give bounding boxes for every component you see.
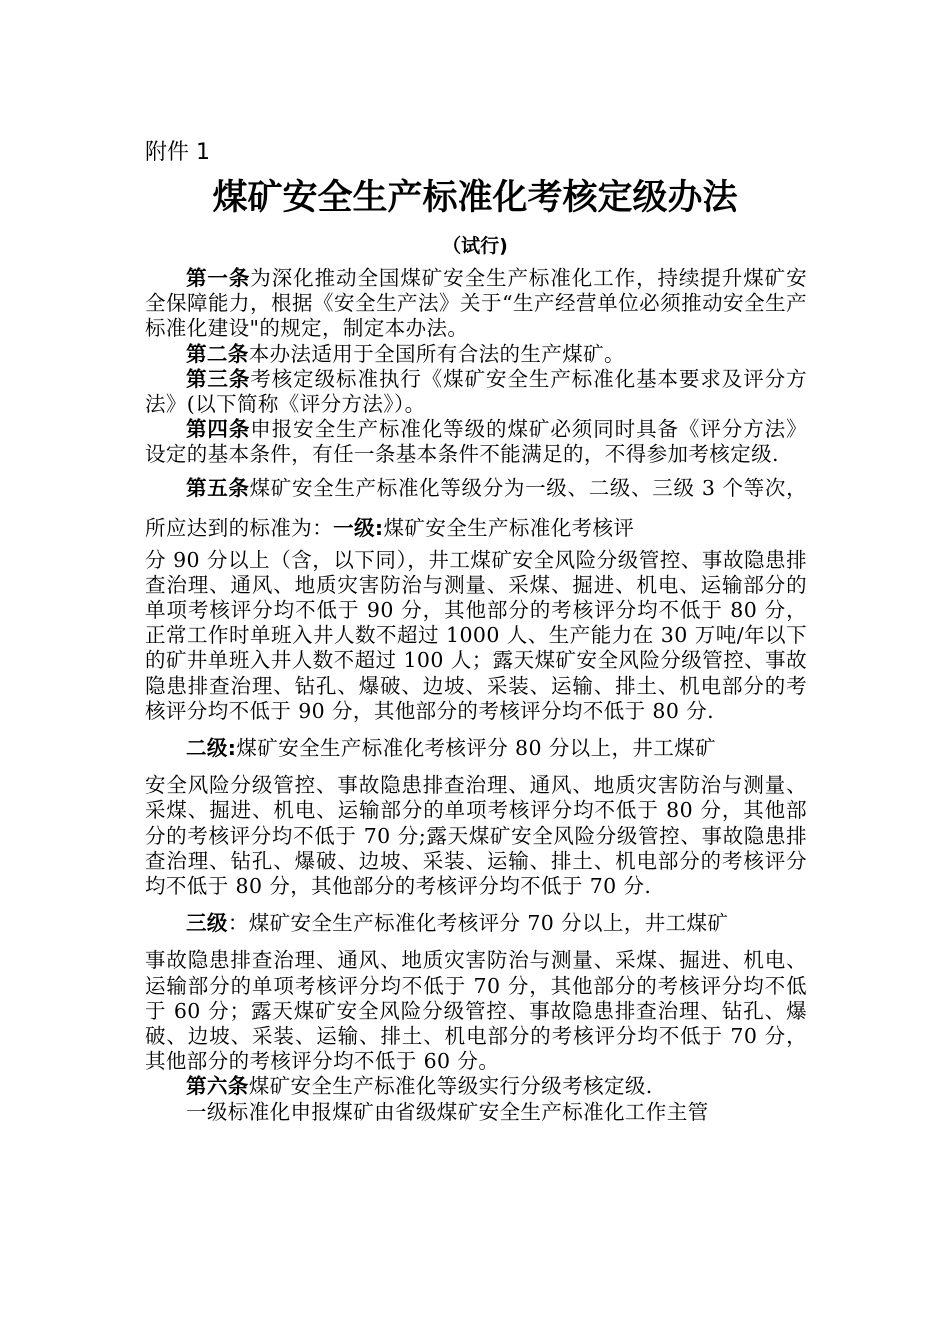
article-text: 煤矿安全生产标准化等级实行分级考核定级. — [248, 1074, 653, 1099]
document-body — [145, 266, 807, 1125]
article-text: 申报安全生产标准化等级的煤矿必须同时具备《评分方法》设定的基本条件，有任一条基本条件不能满足的，不得参加考核定级. — [145, 417, 807, 467]
article-label: 第六条 — [186, 1074, 249, 1099]
attachment-label: 附件 1 — [145, 140, 210, 165]
level-1-first-line: 煤矿安全生产标准化考核评 — [383, 515, 635, 540]
article-text: 一级标准化申报煤矿由省级煤矿安全生产标准化工作主管 — [186, 1099, 709, 1124]
article-text: 本办法适用于全国所有合法的生产煤矿。 — [248, 341, 625, 366]
article-text: 为深化推动全国煤矿安全生产标准化工作，持续提升煤矿安全保障能力，根据《安全生产法》关于“生产经营单位必须推动安全生产标准化建设"的规定，制定本办法。 — [145, 266, 807, 341]
document-title: 煤矿安全生产标准化考核定级办法 — [212, 178, 738, 218]
level-2-text — [145, 773, 807, 899]
article-3 — [145, 367, 807, 417]
level-1-label: 一级: — [333, 515, 384, 540]
article-6-continuation — [145, 1100, 807, 1125]
article-label: 第四条 — [186, 417, 251, 442]
article-6 — [145, 1074, 807, 1099]
level-2-label: 二级: — [186, 736, 237, 761]
article-text: 考核定级标准执行《煤矿安全生产标准化基本要求及评分方法》(以下简称《评分方法》）。 — [145, 366, 807, 417]
level-text: 事故隐患排查治理、通风、地质灾害防治与测量、采煤、掘进、机电、运输部分的单项考核评分均不低于 70 分，其他部分的考核评分均不低于 60 分；露天煤矿安全风险分级管控、事故隐患排查治理、钻孔、爆破、边坡、采装、运输、排土、机电部分的考核评分均不低于 70 分，其他部分的考核评分均不低于 60 分。 — [145, 948, 807, 1074]
level-3-label: 三级 — [186, 911, 228, 936]
article-label: 第一条 — [186, 266, 251, 290]
level-3-text — [145, 948, 807, 1074]
level-first-line: 煤矿安全生产标准化考核评分 80 分以上，井工煤矿 — [236, 736, 717, 761]
level-1-text — [145, 548, 807, 724]
level-text: 分 90 分以上（含，以下同），井工煤矿安全风险分级管控、事故隐患排查治理、通风、地质灾害防治与测量、采煤、掘进、机电、运输部分的单项考核评分均不低于 90 分，其他部分的考核评分均不低于 80 分，正常工作时单班入井人数不超过 1000 人、生产能力在 30 万吨/年以下的矿井单班入井人数不超过 100 人；露天煤矿安全风险分级管控、事故隐患排查治理、钻孔、爆破、边坡、采装、运输、排土、机电部分的考核评分均不低于 90 分，其他部分的考核评分均不低于 80 分. — [145, 547, 807, 723]
level-2-first-line — [145, 736, 807, 761]
article-1 — [145, 266, 807, 342]
level-text: 安全风险分级管控、事故隐患排查治理、通风、地质灾害防治与测量、采煤、掘进、机电、运输部分的单项考核评分均不低于 80 分，其他部分的考核评分均不低于 70 分;露天煤矿安全风险分级管控、事故隐患排查治理、钻孔、爆破、边坡、采装、运输、排土、机电部分的考核评分均不低于 80 分，其他部分的考核评分均不低于 70 分. — [145, 773, 807, 899]
article-label: 第三条 — [186, 366, 251, 391]
article-label: 第五条 — [186, 475, 250, 500]
article-text: 煤矿安全生产标准化等级分为一级、二级、三级 3 个等次，所应达到的标准为： — [145, 475, 808, 540]
article-5 — [145, 468, 807, 548]
level-3-first-line — [145, 911, 807, 936]
document-subtitle: （试行) — [442, 235, 508, 257]
article-4 — [145, 417, 807, 467]
article-2 — [145, 342, 807, 367]
level-first-line: ：煤矿安全生产标准化考核评分 70 分以上，井工煤矿 — [227, 911, 729, 936]
article-label: 第二条 — [186, 341, 249, 366]
